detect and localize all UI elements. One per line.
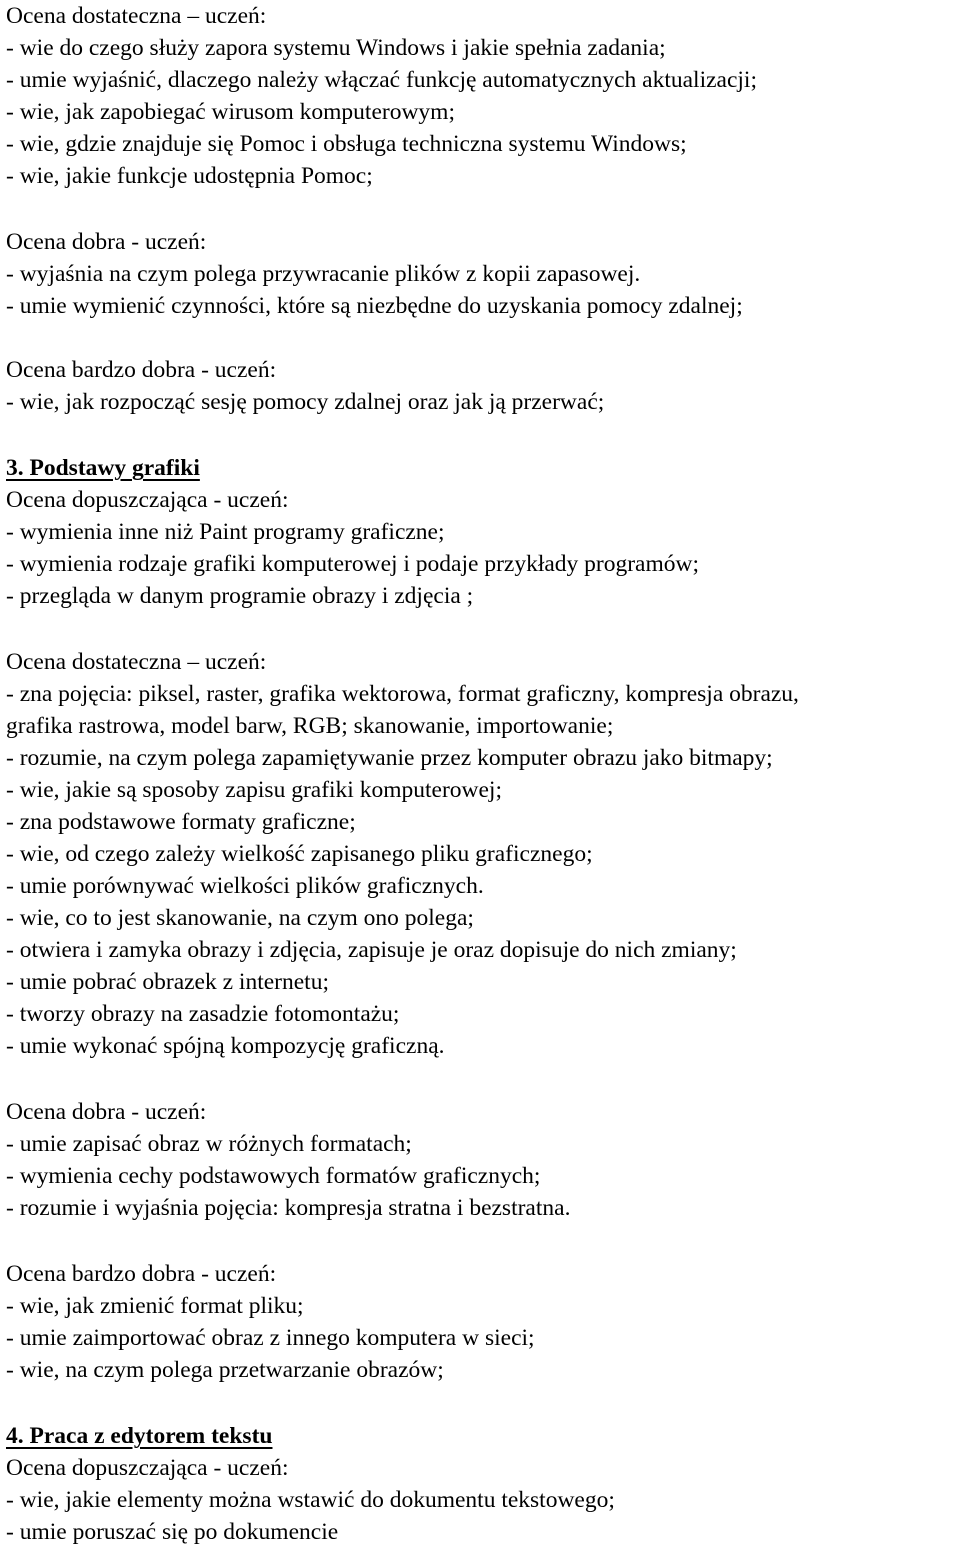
requirement-line: - umie zaimportować obraz z innego komputera w sieci; xyxy=(6,1325,535,1351)
requirement-line: - wymienia cechy podstawowych formatów graficznych; xyxy=(6,1163,541,1189)
section-title: 3. Podstawy grafiki xyxy=(6,455,200,481)
grade-heading: Ocena dobra - uczeń: xyxy=(6,1099,207,1125)
requirement-line: grafika rastrowa, model barw, RGB; skanowanie, importowanie; xyxy=(6,713,614,739)
requirement-line: - wie, jakie funkcje udostępnia Pomoc; xyxy=(6,163,373,189)
requirement-line: - wie, jak rozpocząć sesję pomocy zdalnej oraz jak ją przerwać; xyxy=(6,389,605,415)
requirement-line: - wie, gdzie znajduje się Pomoc i obsługa techniczna systemu Windows; xyxy=(6,131,687,157)
requirement-line: - umie wymienić czynności, które są niezbędne do uzyskania pomocy zdalnej; xyxy=(6,293,743,319)
requirement-line: - umie porównywać wielkości plików graficznych. xyxy=(6,873,484,899)
requirement-line: - wie, od czego zależy wielkość zapisanego pliku graficznego; xyxy=(6,841,593,867)
requirement-line: - umie poruszać się po dokumencie xyxy=(6,1519,339,1545)
section-title: 4. Praca z edytorem tekstu xyxy=(6,1423,273,1449)
requirement-line: - wyjaśnia na czym polega przywracanie plików z kopii zapasowej. xyxy=(6,261,641,287)
requirement-line: - zna podstawowe formaty graficzne; xyxy=(6,809,356,835)
requirement-line: - wymienia rodzaje grafiki komputerowej i podaje przykłady programów; xyxy=(6,551,700,577)
requirement-line: - wie do czego służy zapora systemu Windows i jakie spełnia zadania; xyxy=(6,35,666,61)
grade-heading: Ocena dostateczna – uczeń: xyxy=(6,649,267,675)
requirement-line: - wymienia inne niż Paint programy graficzne; xyxy=(6,519,445,545)
grade-heading: Ocena bardzo dobra - uczeń: xyxy=(6,357,277,383)
grade-heading: Ocena bardzo dobra - uczeń: xyxy=(6,1261,277,1287)
requirement-line: - umie pobrać obrazek z internetu; xyxy=(6,969,329,995)
grade-heading: Ocena dostateczna – uczeń: xyxy=(6,3,267,29)
requirement-line: - umie zapisać obraz w różnych formatach; xyxy=(6,1131,412,1157)
requirement-line: - otwiera i zamyka obrazy i zdjęcia, zapisuje je oraz dopisuje do nich zmiany; xyxy=(6,937,737,963)
requirement-line: - wie, jakie elementy można wstawić do dokumentu tekstowego; xyxy=(6,1487,615,1513)
requirement-line: - wie, na czym polega przetwarzanie obrazów; xyxy=(6,1357,444,1383)
requirement-line: - tworzy obrazy na zasadzie fotomontażu; xyxy=(6,1001,400,1027)
grade-heading: Ocena dopuszczająca - uczeń: xyxy=(6,487,289,513)
requirement-line: - wie, jak zmienić format pliku; xyxy=(6,1293,304,1319)
requirement-line: - wie, jakie są sposoby zapisu grafiki komputerowej; xyxy=(6,777,502,803)
requirement-line: - zna pojęcia: piksel, raster, grafika wektorowa, format graficzny, kompresja obrazu, xyxy=(6,681,799,707)
grade-heading: Ocena dopuszczająca - uczeń: xyxy=(6,1455,289,1481)
requirement-line: - umie wykonać spójną kompozycję graficzną. xyxy=(6,1033,445,1059)
grade-heading: Ocena dobra - uczeń: xyxy=(6,229,207,255)
requirement-line: - wie, co to jest skanowanie, na czym ono polega; xyxy=(6,905,474,931)
requirement-line: - rozumie, na czym polega zapamiętywanie przez komputer obrazu jako bitmapy; xyxy=(6,745,773,771)
requirement-line: - przegląda w danym programie obrazy i zdjęcia ; xyxy=(6,583,474,609)
requirement-line: - umie wyjaśnić, dlaczego należy włączać funkcję automatycznych aktualizacji; xyxy=(6,67,757,93)
requirement-line: - rozumie i wyjaśnia pojęcia: kompresja stratna i bezstratna. xyxy=(6,1195,571,1221)
requirement-line: - wie, jak zapobiegać wirusom komputerowym; xyxy=(6,99,455,125)
